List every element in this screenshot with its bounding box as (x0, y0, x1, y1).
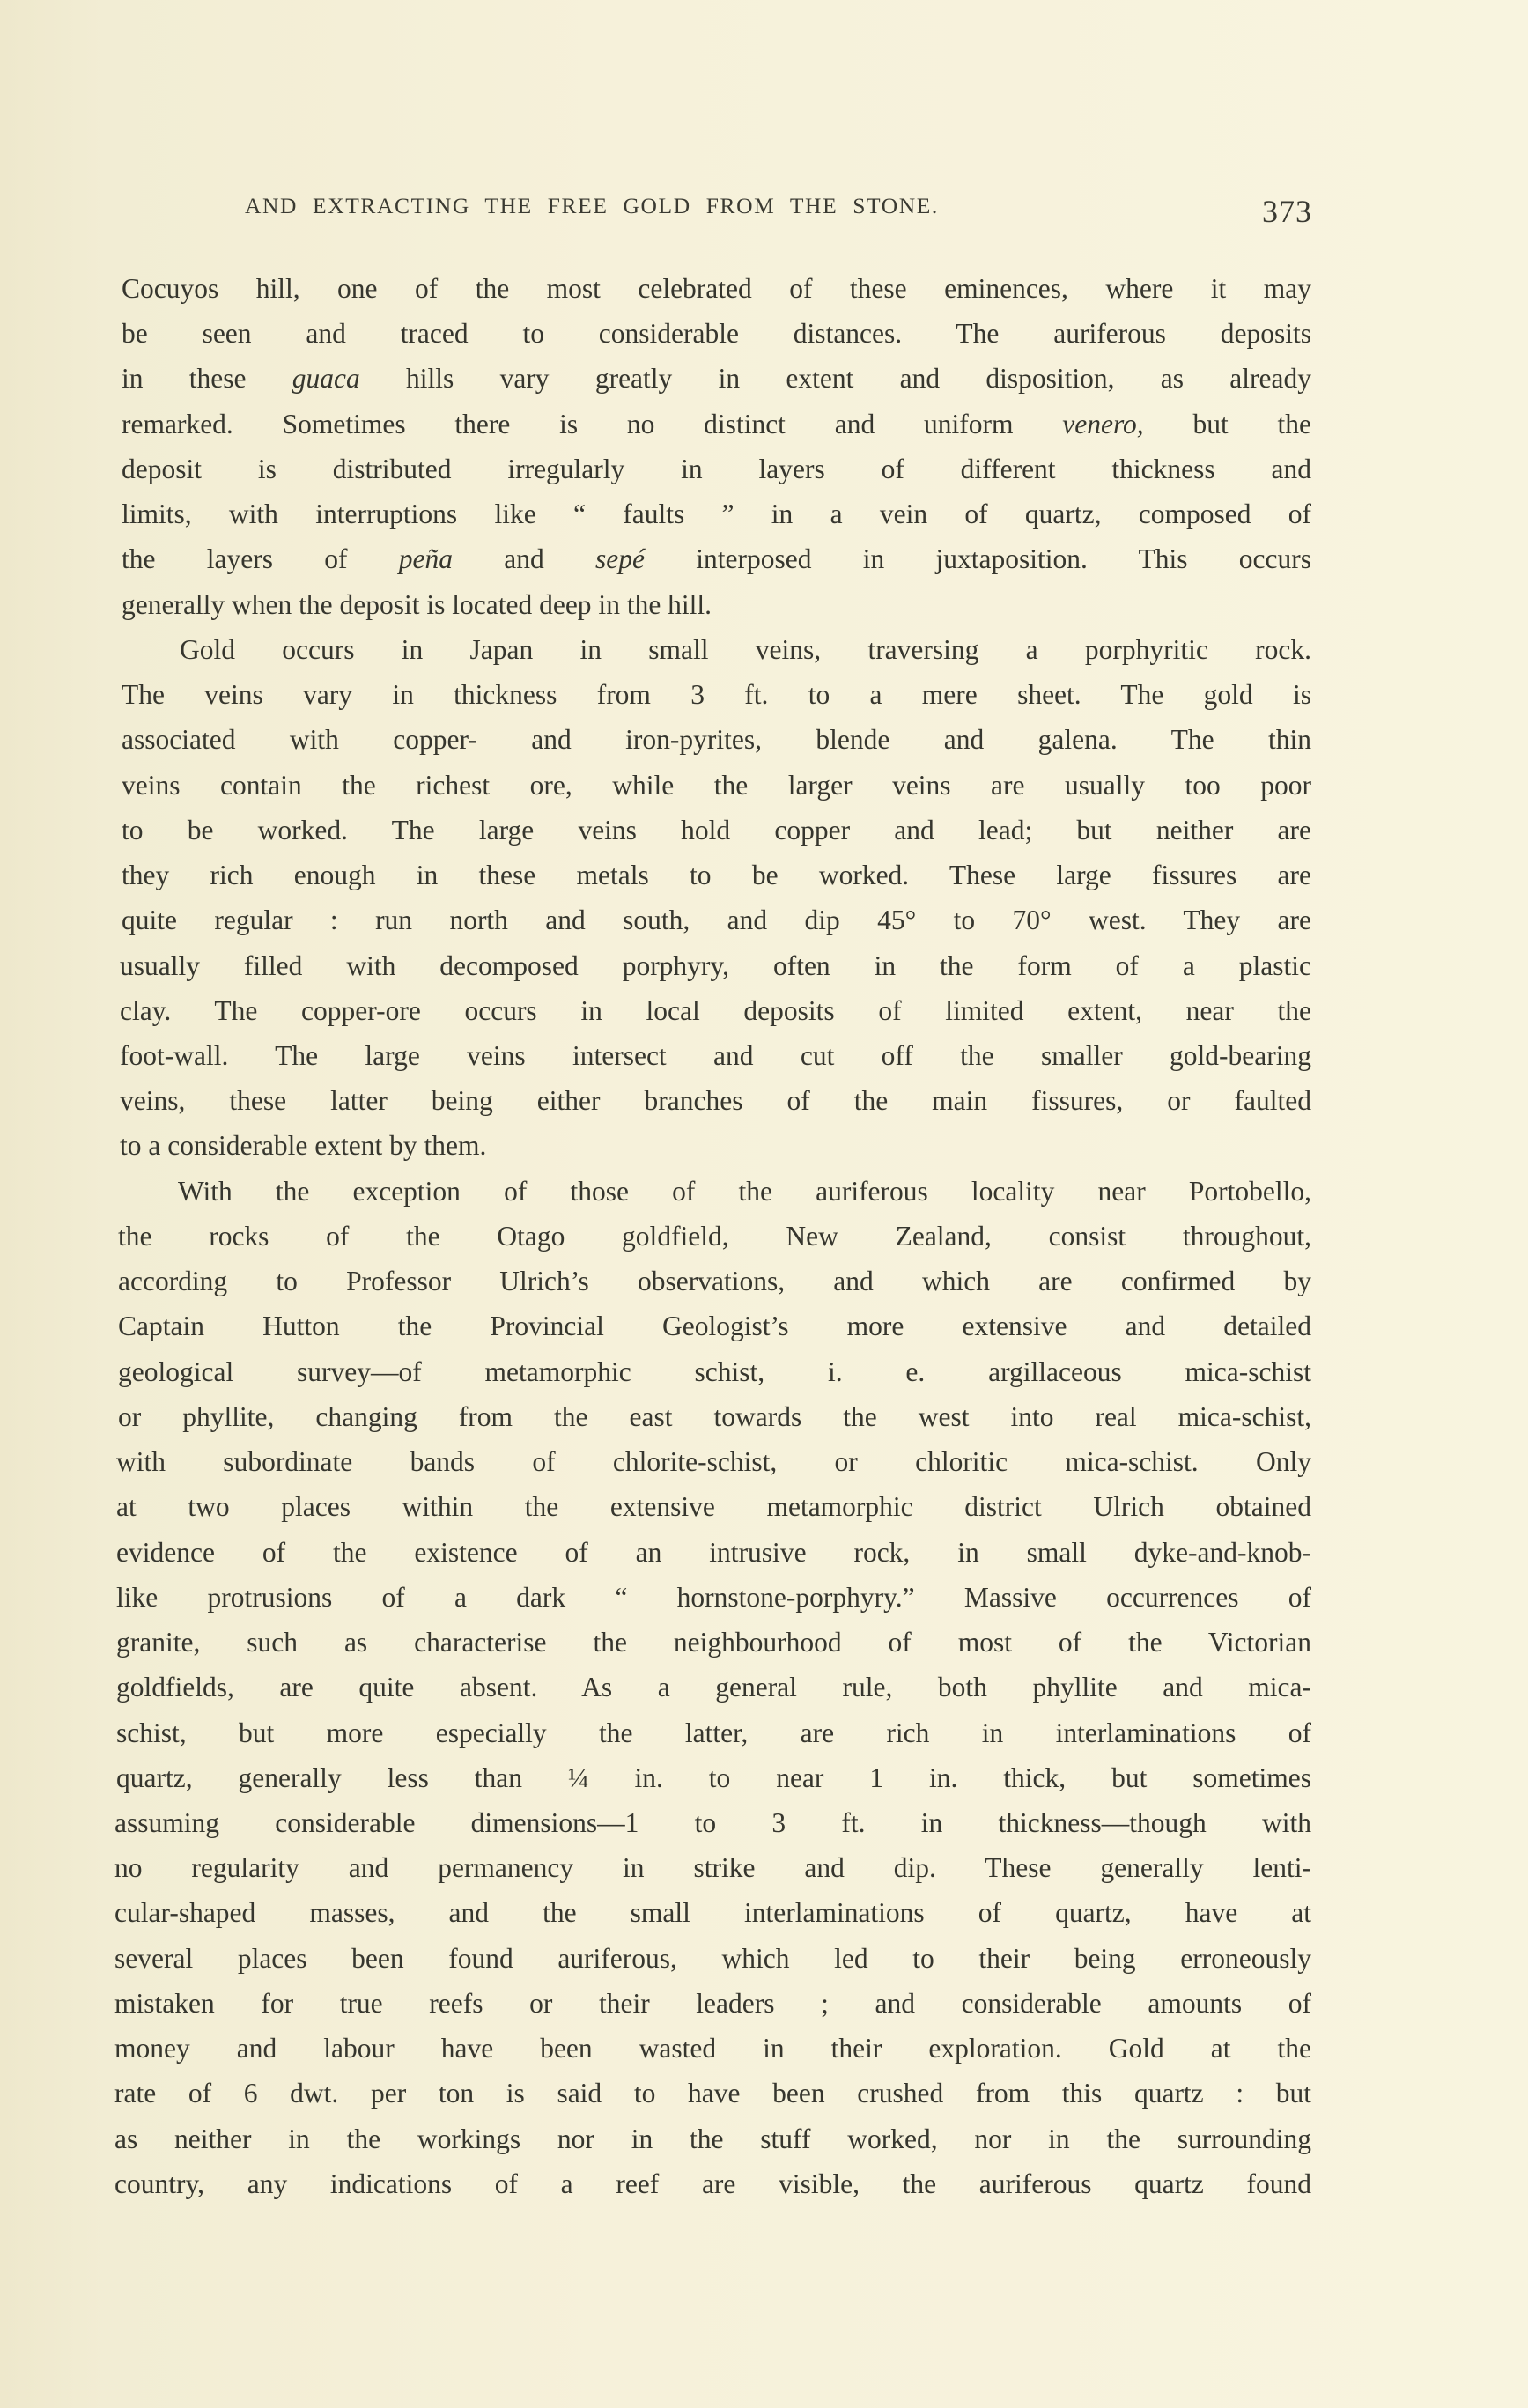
text-line: assuming considerable dimensions—1 to 3 ft. in thickness—though with (114, 1806, 1311, 1838)
text-line: associated with copper- and iron-pyrites, blende and galena. The thin (122, 724, 1311, 756)
text-line: limits, with interruptions like “ faults ” in a vein of quartz, composed of (122, 499, 1311, 530)
text-line: evidence of the existence of an intrusive rock, in small dyke-and-knob- (116, 1536, 1311, 1568)
text-line: deposit is distributed irregularly in layers of different thickness and (122, 453, 1311, 484)
italic-term: venero, (1062, 408, 1144, 439)
text-line: the rocks of the Otago goldfield, New Zealand, consist throughout, (118, 1220, 1311, 1252)
italic-term: guaca (292, 363, 360, 395)
text-line: no regularity and permanency in strike and dip. These generally lenti- (114, 1852, 1311, 1884)
text-line: cular-shaped masses, and the small interlaminations of quartz, have at (114, 1897, 1311, 1929)
paragraph-start-line: With the exception of those of the auriferous locality near Portobello, (178, 1175, 1311, 1207)
body-text (114, 266, 1312, 2206)
text-line: mistaken for true reefs or their leaders ; and considerable amounts of (114, 1987, 1311, 2019)
page-number: 373 (1262, 194, 1312, 229)
text-line: several places been found auriferous, which led to their being erroneously (114, 1942, 1311, 1974)
text-line: money and labour have been wasted in their exploration. Gold at the (114, 2033, 1311, 2065)
text-line: in these guaca hills vary greatly in extent and disposition, as already (122, 363, 1311, 395)
paragraph-end-line: generally when the deposit is located deep in the hill. (122, 588, 712, 620)
text-line: be seen and traced to considerable distances. The auriferous deposits (122, 318, 1311, 350)
text-line: quartz, generally less than ¼ in. to near 1 in. thick, but sometimes (116, 1762, 1311, 1793)
text-line: granite, such as characterise the neighbourhood of most of the Victorian (116, 1627, 1311, 1658)
paragraph-start-line: Gold occurs in Japan in small veins, traversing a porphyritic rock. (180, 633, 1311, 665)
text-line: country, any indications of a reef are visible, the auriferous quartz found (114, 2168, 1311, 2199)
text-line: foot-wall. The large veins intersect and cut off the smaller gold-bearing (120, 1039, 1311, 1071)
text-line: rate of 6 dwt. per ton is said to have been crushed from this quartz : but (114, 2078, 1311, 2109)
italic-term: sepé (594, 543, 645, 575)
text-line: to be worked. The large veins hold copper and lead; but neither are (122, 814, 1311, 846)
running-title: AND EXTRACTING THE FREE GOLD FROM THE STONE. (245, 193, 939, 218)
text-line: veins, these latter being either branches of the main fissures, or faulted (120, 1085, 1311, 1117)
text-line: The veins vary in thickness from 3 ft. to a mere sheet. The gold is (122, 679, 1311, 711)
text-line: according to Professor Ulrich’s observations, and which are confirmed by (118, 1266, 1311, 1297)
text-line: quite regular : run north and south, and dip 45° to 70° west. They are (122, 905, 1311, 936)
text-line: geological survey—of metamorphic schist, i. e. argillaceous mica-schist (118, 1355, 1311, 1387)
italic-term: peña (398, 543, 453, 575)
text-line: Cocuyos hill, one of the most celebrated of these eminences, where it may (122, 273, 1311, 304)
text-line: schist, but more especially the latter, are rich in interlaminations of (116, 1717, 1311, 1748)
text-line: with subordinate bands of chlorite-schist, or chloritic mica-schist. Only (116, 1446, 1311, 1478)
text-line: or phyllite, changing from the east towards the west into real mica-schist, (118, 1400, 1311, 1432)
paragraph-end-line: to a considerable extent by them. (120, 1130, 487, 1162)
running-head (245, 188, 1312, 233)
text-line: clay. The copper-ore occurs in local deposits of limited extent, near the (120, 994, 1311, 1026)
text-line: Captain Hutton the Provincial Geologist’s more extensive and detailed (118, 1311, 1311, 1342)
text-line: the layers of peña and sepé interposed in juxtaposition. This occurs (122, 543, 1312, 575)
text-line: as neither in the workings nor in the stuff worked, nor in the surrounding (114, 2123, 1311, 2154)
text-line: at two places within the extensive metamorphic district Ulrich obtained (116, 1491, 1311, 1523)
text-line: goldfields, are quite absent. As a general rule, both phyllite and mica- (116, 1672, 1311, 1703)
text-line: veins contain the richest ore, while the larger veins are usually too poor (122, 769, 1311, 801)
text-line: usually filled with decomposed porphyry, often in the form of a plastic (120, 949, 1311, 981)
text-line: remarked. Sometimes there is no distinct and uniform venero, but the (122, 408, 1311, 439)
text-line: they rich enough in these metals to be worked. These large fissures are (122, 860, 1311, 891)
text-line: like protrusions of a dark “ hornstone-porphyry.” Massive occurrences of (116, 1581, 1311, 1613)
